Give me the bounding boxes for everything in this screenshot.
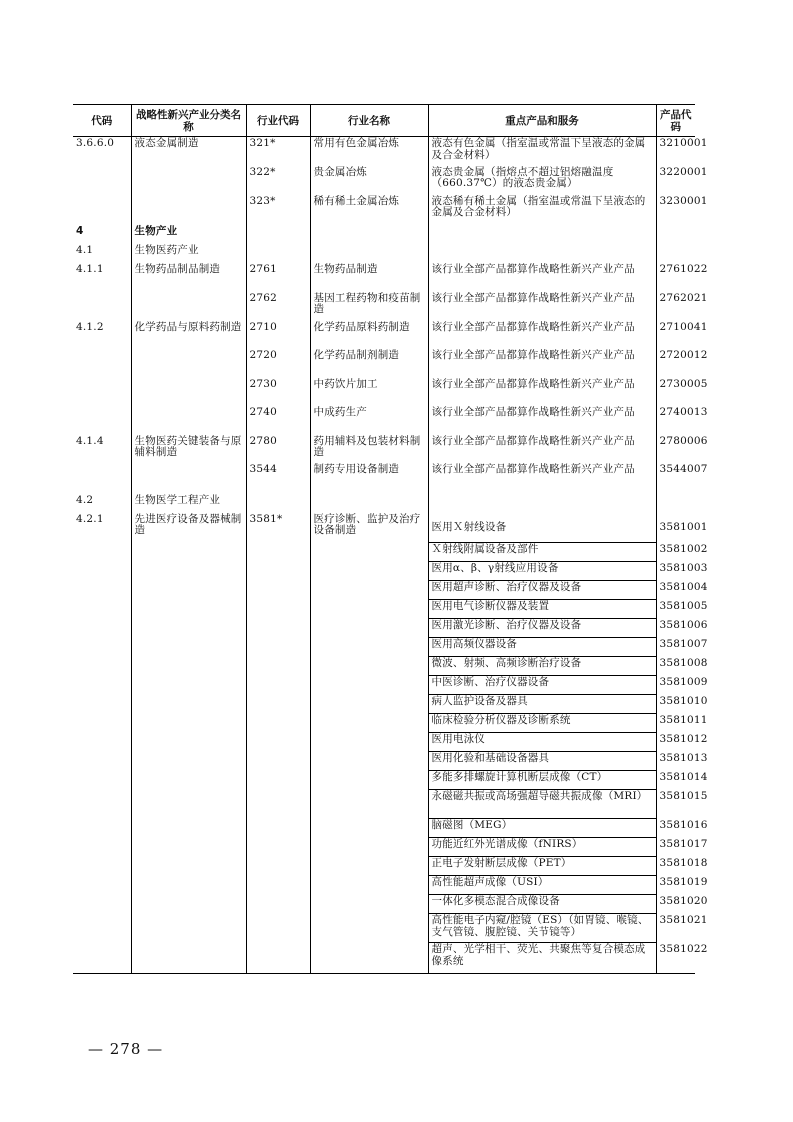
table-row: [73, 166, 695, 195]
cell-product-code: 3230001: [656, 195, 695, 225]
cell-category-name: 先进医疗设备及器械制造: [131, 513, 246, 543]
table-row: [73, 600, 695, 619]
cell-code: [73, 819, 131, 838]
table-row: [73, 137, 695, 166]
cell-category-name: 生物产业: [131, 225, 246, 244]
cell-code: [73, 733, 131, 752]
cell-industry-name: [310, 581, 428, 600]
cell-industry-code: [246, 914, 310, 943]
cell-code: [73, 166, 131, 195]
cell-industry-code: [246, 752, 310, 771]
cell-product: 超声、光学相干、荧光、共聚焦等复合模态成像系统: [428, 943, 656, 974]
cell-code: 4.2.1: [76, 512, 104, 525]
cell-industry-name: 中成药生产: [310, 406, 428, 435]
cell-product: 中医诊断、治疗仪器设备: [428, 676, 656, 695]
cell-category-name: [131, 895, 246, 914]
cell-category-name: [131, 714, 246, 733]
cell-product: [428, 225, 656, 244]
cell-product-code: 3581013: [656, 752, 695, 771]
cell-product-code: 3581008: [656, 657, 695, 676]
table-row: [73, 638, 695, 657]
cell-product-code: 3581018: [656, 857, 695, 876]
cell-code: [73, 876, 131, 895]
table-row: [73, 695, 695, 714]
header-key-products: 重点产品和服务: [428, 105, 656, 137]
cell-product: 高性能超声成像（USI）: [428, 876, 656, 895]
cell-industry-name: [310, 752, 428, 771]
cell-category-name: 化学药品与原料药制造: [131, 321, 246, 349]
cell-category-name: [131, 876, 246, 895]
table-row: [73, 876, 695, 895]
table-row: [73, 378, 695, 406]
cell-product: 医用电气诊断仪器及装置: [428, 600, 656, 619]
cell-industry-name: [310, 857, 428, 876]
cell-industry-name: [310, 895, 428, 914]
cell-product: Ｘ射线附属设备及部件: [428, 543, 656, 562]
cell-industry-code: [246, 676, 310, 695]
cell-product: 该行业全部产品都算作战略性新兴产业产品: [428, 406, 656, 435]
cell-product-code: 3581004: [656, 581, 695, 600]
cell-code: 4.1: [76, 243, 94, 256]
table-row: [73, 771, 695, 790]
table-row: [73, 543, 695, 562]
cell-industry-code: [246, 494, 310, 513]
cell-industry-name: [310, 771, 428, 790]
cell-product: 该行业全部产品都算作战略性新兴产业产品: [428, 321, 656, 349]
cell-product-code: 3220001: [656, 166, 695, 195]
cell-industry-name: 常用有色金属冶炼: [310, 137, 428, 166]
cell-code: [73, 714, 131, 733]
cell-product-code: 3581015: [656, 790, 695, 819]
cell-category-name: [131, 914, 246, 943]
cell-industry-name: [310, 600, 428, 619]
cell-product-code: 2762021: [656, 292, 695, 321]
cell-product: 高性能电子内窥/腔镜（ES）（如胃镜、喉镜、支气管镜、腹腔镜、关节镜等）: [428, 914, 656, 943]
cell-product-code: 3581017: [656, 838, 695, 857]
cell-code: [73, 581, 131, 600]
cell-category-name: [131, 838, 246, 857]
table-header: [73, 105, 695, 137]
table-row: [73, 790, 695, 819]
cell-product-code: 2740013: [656, 406, 695, 435]
cell-industry-name: [310, 676, 428, 695]
cell-product-code: 3581009: [656, 676, 695, 695]
cell-code: [73, 292, 131, 321]
cell-product: 病人监护设备及器具: [428, 695, 656, 714]
cell-industry-name: [310, 244, 428, 263]
cell-industry-name: [310, 914, 428, 943]
cell-industry-name: [310, 619, 428, 638]
cell-category-name: [131, 676, 246, 695]
cell-category-name: [131, 166, 246, 195]
cell-category-name: 生物医药产业: [131, 244, 246, 263]
cell-industry-name: [310, 225, 428, 244]
cell-industry-name: 生物药品制造: [310, 263, 428, 292]
cell-industry-code: [246, 790, 310, 819]
cell-industry-code: [246, 244, 310, 263]
cell-code: [73, 638, 131, 657]
cell-product: 临床检验分析仪器及诊断系统: [428, 714, 656, 733]
cell-product: 功能近红外光谱成像（fNIRS）: [428, 838, 656, 857]
header-product-code: 产品代码: [656, 105, 695, 137]
cell-code: [73, 406, 131, 435]
cell-code: [73, 378, 131, 406]
cell-product-code: 3581022: [656, 943, 695, 974]
cell-code: [73, 543, 131, 562]
cell-category-name: [131, 406, 246, 435]
table-row: [73, 752, 695, 771]
cell-code: [73, 600, 131, 619]
cell-product: 医用激光诊断、治疗仪器及设备: [428, 619, 656, 638]
cell-product: 该行业全部产品都算作战略性新兴产业产品: [428, 378, 656, 406]
cell-product: 液态贵金属（指熔点不超过铝熔融温度（660.37℃）的液态贵金属）: [428, 166, 656, 195]
cell-product: 医用Ｘ射线设备: [428, 513, 656, 543]
cell-code: [73, 463, 131, 494]
cell-code: [73, 790, 131, 819]
cell-industry-code: 2761: [246, 263, 310, 292]
cell-product-code: 3581019: [656, 876, 695, 895]
table-row: [73, 263, 695, 292]
cell-category-name: 液态金属制造: [131, 137, 246, 166]
cell-code: 3.6.6.0: [76, 137, 115, 149]
cell-product: 医用α、β、γ射线应用设备: [428, 562, 656, 581]
cell-industry-name: 化学药品制剂制造: [310, 349, 428, 378]
cell-category-name: [131, 619, 246, 638]
cell-industry-code: 2730: [246, 378, 310, 406]
table-body: [73, 137, 708, 974]
cell-code: [73, 195, 131, 225]
cell-industry-name: [310, 790, 428, 819]
table-row: [73, 619, 695, 638]
cell-product: 该行业全部产品都算作战略性新兴产业产品: [428, 435, 656, 463]
cell-product-code: 3210001: [656, 137, 695, 166]
cell-code: [73, 349, 131, 378]
cell-industry-name: 化学药品原料药制造: [310, 321, 428, 349]
cell-product: 液态稀有稀土金属（指室温或常温下呈液态的金属及合金材料）: [428, 195, 656, 225]
table-row: [73, 733, 695, 752]
cell-industry-name: [310, 819, 428, 838]
cell-category-name: [131, 543, 246, 562]
header-code: 代码: [73, 105, 131, 137]
cell-category-name: [131, 581, 246, 600]
cell-industry-name: [310, 733, 428, 752]
cell-product: 该行业全部产品都算作战略性新兴产业产品: [428, 292, 656, 321]
cell-product: 液态有色金属（指室温或常温下呈液态的金属及合金材料）: [428, 137, 656, 166]
cell-category-name: [131, 562, 246, 581]
cell-code: 4.1.1: [76, 262, 104, 275]
cell-industry-code: 2780: [246, 435, 310, 463]
table-row: [73, 581, 695, 600]
cell-product: 医用电泳仪: [428, 733, 656, 752]
cell-industry-name: [310, 638, 428, 657]
cell-industry-code: [246, 895, 310, 914]
page-content: [73, 104, 708, 974]
cell-product-code: 3581006: [656, 619, 695, 638]
table-row: [73, 657, 695, 676]
cell-product-code: 3581011: [656, 714, 695, 733]
cell-category-name: [131, 771, 246, 790]
cell-product-code: 2730005: [656, 378, 695, 406]
cell-industry-name: [310, 543, 428, 562]
industry-classification-table: [73, 104, 708, 974]
cell-product-code: 3581007: [656, 638, 695, 657]
cell-category-name: [131, 463, 246, 494]
cell-product-code: [656, 225, 695, 244]
cell-industry-code: [246, 771, 310, 790]
cell-industry-code: [246, 876, 310, 895]
cell-category-name: [131, 349, 246, 378]
cell-code: [73, 752, 131, 771]
cell-product-code: 3581001: [656, 513, 695, 543]
cell-industry-name: 制药专用设备制造: [310, 463, 428, 494]
cell-industry-name: [310, 943, 428, 974]
cell-product-code: [656, 494, 695, 513]
cell-industry-name: [310, 876, 428, 895]
cell-code: [73, 857, 131, 876]
cell-product-code: 3581014: [656, 771, 695, 790]
cell-industry-code: [246, 714, 310, 733]
table-row: [73, 819, 695, 838]
cell-industry-code: [246, 657, 310, 676]
cell-product-code: 3581010: [656, 695, 695, 714]
cell-product-code: 2710041: [656, 321, 695, 349]
cell-product: 该行业全部产品都算作战略性新兴产业产品: [428, 349, 656, 378]
table-row: [73, 406, 695, 435]
cell-category-name: [131, 733, 246, 752]
cell-industry-name: 稀有稀土金属冶炼: [310, 195, 428, 225]
cell-industry-name: [310, 657, 428, 676]
cell-code: [73, 562, 131, 581]
cell-category-name: [131, 857, 246, 876]
cell-product-code: 3544007: [656, 463, 695, 494]
cell-category-name: [131, 600, 246, 619]
cell-industry-code: [246, 819, 310, 838]
cell-product-code: 3581021: [656, 914, 695, 943]
cell-category-name: [131, 195, 246, 225]
cell-product: 微波、射频、高频诊断治疗设备: [428, 657, 656, 676]
cell-category-name: [131, 695, 246, 714]
table-row: [73, 463, 695, 494]
cell-industry-code: 3581*: [246, 513, 310, 543]
cell-industry-code: [246, 225, 310, 244]
cell-product-code: 3581002: [656, 543, 695, 562]
cell-industry-code: [246, 838, 310, 857]
cell-industry-name: [310, 695, 428, 714]
table-row: [73, 435, 695, 463]
cell-product: 脑磁图（MEG）: [428, 819, 656, 838]
cell-code: [73, 771, 131, 790]
cell-product: 医用超声诊断、治疗仪器及设备: [428, 581, 656, 600]
cell-industry-name: 贵金属冶炼: [310, 166, 428, 195]
cell-industry-name: 医疗诊断、监护及治疗设备制造: [310, 513, 428, 543]
cell-industry-name: [310, 494, 428, 513]
table-row: [73, 562, 695, 581]
cell-code: 4.1.2: [76, 320, 104, 333]
cell-industry-code: 3544: [246, 463, 310, 494]
table-row: [73, 195, 695, 225]
cell-product: 多能多排螺旋计算机断层成像（CT）: [428, 771, 656, 790]
cell-industry-code: [246, 600, 310, 619]
cell-code: [73, 895, 131, 914]
cell-code: 4: [76, 224, 84, 237]
cell-industry-code: 323*: [246, 195, 310, 225]
cell-category-name: [131, 819, 246, 838]
table-row: [73, 244, 695, 263]
cell-industry-code: 2762: [246, 292, 310, 321]
cell-product-code: 2720012: [656, 349, 695, 378]
cell-industry-code: [246, 562, 310, 581]
cell-industry-code: [246, 619, 310, 638]
table-row: [73, 895, 695, 914]
cell-industry-name: [310, 838, 428, 857]
cell-industry-code: [246, 857, 310, 876]
cell-industry-code: [246, 695, 310, 714]
cell-category-name: [131, 638, 246, 657]
cell-industry-code: [246, 581, 310, 600]
cell-code: 4.2: [76, 493, 94, 506]
cell-product-code: 3581003: [656, 562, 695, 581]
cell-product: 永磁磁共振或高场强超导磁共振成像（MRI）: [428, 790, 656, 819]
table-row: [73, 513, 695, 543]
table-row: [73, 943, 695, 974]
cell-industry-name: 中药饮片加工: [310, 378, 428, 406]
table-row: [73, 349, 695, 378]
cell-industry-code: [246, 638, 310, 657]
cell-industry-name: [310, 562, 428, 581]
cell-category-name: [131, 657, 246, 676]
header-industry-code: 行业代码: [246, 105, 310, 137]
cell-product: 医用化验和基础设备器具: [428, 752, 656, 771]
page-number: — 278 —: [88, 1040, 164, 1058]
cell-industry-code: [246, 943, 310, 974]
cell-category-name: [131, 378, 246, 406]
cell-product: [428, 244, 656, 263]
cell-category-name: 生物药品制品制造: [131, 263, 246, 292]
table-row: [73, 676, 695, 695]
cell-industry-code: [246, 543, 310, 562]
table-row: [73, 857, 695, 876]
cell-category-name: 生物医学工程产业: [131, 494, 246, 513]
header-category-name: 战略性新兴产业分类名称: [131, 105, 246, 137]
cell-category-name: [131, 790, 246, 819]
cell-category-name: 生物医药关键装备与原辅料制造: [131, 435, 246, 463]
cell-code: [73, 695, 131, 714]
cell-code: [73, 838, 131, 857]
table-row: [73, 225, 695, 244]
cell-industry-code: [246, 733, 310, 752]
table-row: [73, 321, 695, 349]
cell-product-code: 3581005: [656, 600, 695, 619]
cell-code: 4.1.4: [76, 434, 104, 447]
cell-industry-code: 2740: [246, 406, 310, 435]
cell-product-code: 2780006: [656, 435, 695, 463]
cell-product: 该行业全部产品都算作战略性新兴产业产品: [428, 463, 656, 494]
cell-product: 一体化多模态混合成像设备: [428, 895, 656, 914]
cell-code: [73, 619, 131, 638]
cell-industry-code: 321*: [246, 137, 310, 166]
cell-code: [73, 943, 131, 974]
cell-industry-name: [310, 714, 428, 733]
cell-category-name: [131, 752, 246, 771]
cell-product-code: 3581012: [656, 733, 695, 752]
cell-industry-code: 2710: [246, 321, 310, 349]
table-row: [73, 714, 695, 733]
cell-product: 该行业全部产品都算作战略性新兴产业产品: [428, 263, 656, 292]
cell-industry-code: 322*: [246, 166, 310, 195]
cell-code: [73, 657, 131, 676]
cell-product-code: [656, 244, 695, 263]
cell-product: 正电子发射断层成像（PET）: [428, 857, 656, 876]
cell-category-name: [131, 292, 246, 321]
table-row: [73, 838, 695, 857]
cell-code: [73, 676, 131, 695]
cell-industry-name: 基因工程药物和疫苗制造: [310, 292, 428, 321]
cell-product: 医用高频仪器设备: [428, 638, 656, 657]
cell-product-code: 2761022: [656, 263, 695, 292]
table-row: [73, 914, 695, 943]
cell-category-name: [131, 943, 246, 974]
table-row: [73, 292, 695, 321]
cell-code: [73, 914, 131, 943]
cell-product-code: 3581020: [656, 895, 695, 914]
cell-industry-name: 药用辅料及包装材料制造: [310, 435, 428, 463]
header-industry-name: 行业名称: [310, 105, 428, 137]
cell-industry-code: 2720: [246, 349, 310, 378]
cell-product: [428, 494, 656, 513]
table-row: [73, 494, 695, 513]
cell-product-code: 3581016: [656, 819, 695, 838]
